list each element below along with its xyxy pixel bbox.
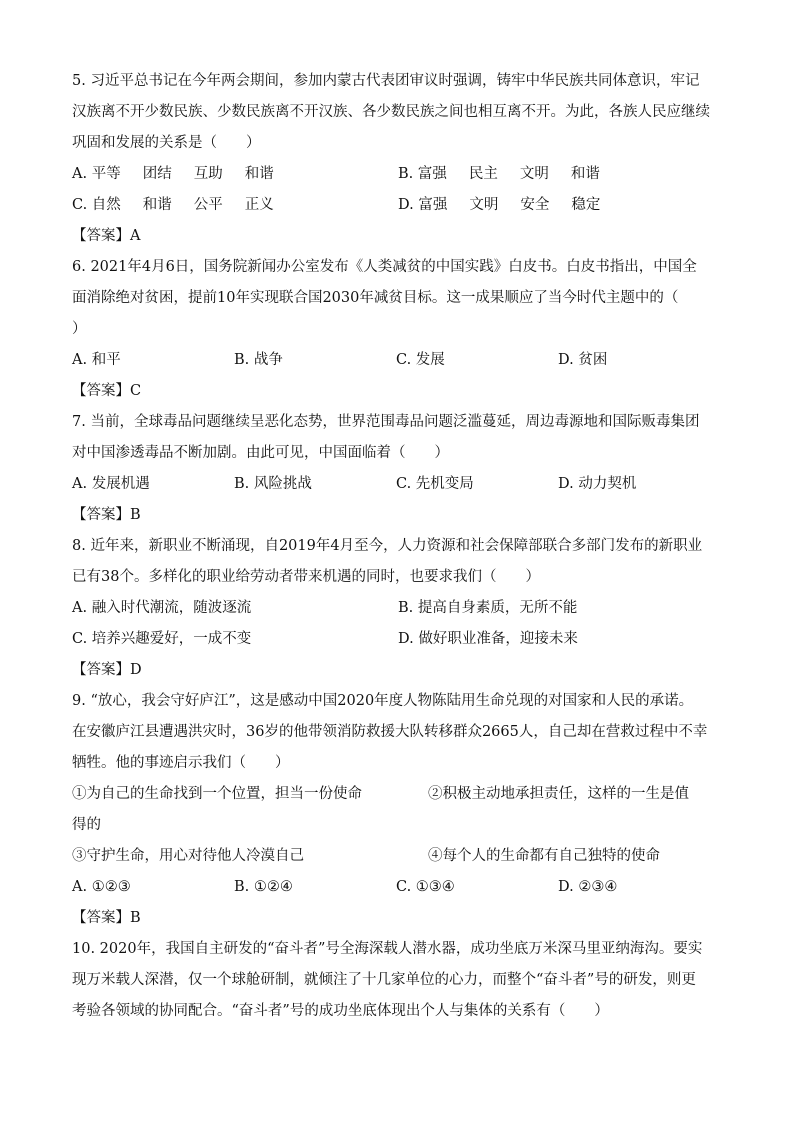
options-row (72, 190, 724, 221)
option-c: C. 先机变局 (396, 476, 474, 492)
question-text-line: 面消除绝对贫困，提前10年实现联合国2030年减贫目标。这一成果顺应了当今时代主题中的（ (72, 290, 679, 306)
answer-line: 【答案】C (72, 383, 142, 399)
option-d: D. ②③④ (558, 879, 618, 895)
option-a: A. 融入时代潮流，随波逐流 (72, 600, 252, 616)
question-text-line: 9. “放心，我会守好庐江”，这是感动中国2020年度人物陈陆用生命兑现的对国家和人民的承诺。 (72, 693, 694, 709)
options-row (72, 872, 724, 903)
statements-row (72, 779, 724, 810)
options-row (72, 159, 724, 190)
question-9 (72, 686, 724, 934)
options-row (72, 624, 724, 655)
option-d: D. 贫困 (558, 352, 608, 368)
option-a: A. 和平 (72, 352, 121, 368)
answer-line: 【答案】B (72, 910, 141, 926)
option-d: D. 富强 文明 安全 稳定 (398, 197, 601, 213)
question-text-line: 8. 近年来，新职业不断涌现，自2019年4月至今，人力资源和社会保障部联合多部门发布的新职业 (72, 538, 703, 554)
answer-line: 【答案】A (72, 228, 141, 244)
question-7 (72, 407, 724, 531)
option-c: C. 培养兴趣爱好，一成不变 (72, 631, 252, 647)
question-text-line: 5. 习近平总书记在今年两会期间，参加内蒙古代表团审议时强调，铸牢中华民族共同体意识，牢记 (72, 73, 700, 89)
question-text-line: 6. 2021年4月6日，国务院新闻办公室发布《人类减贫的中国实践》白皮书。白皮书指出，中国全 (72, 259, 697, 275)
question-text-line: 对中国渗透毒品不断加剧。由此可见，中国面临着（ ） (72, 445, 449, 461)
statement-3: ③守护生命，用心对待他人冷漠自己 (72, 848, 304, 864)
statements-row (72, 841, 724, 872)
question-text-line: ） (72, 321, 87, 337)
option-c: C. 发展 (396, 352, 445, 368)
statement-1: ①为自己的生命找到一个位置，担当一份使命 (72, 786, 362, 802)
statement-2-continued: 得的 (72, 817, 101, 833)
option-a: A. 平等 团结 互助 和谐 (72, 166, 274, 182)
answer-line: 【答案】D (72, 662, 142, 678)
option-d: D. 动力契机 (558, 476, 637, 492)
exam-page (72, 66, 724, 1027)
options-row (72, 345, 724, 376)
answer-line: 【答案】B (72, 507, 141, 523)
question-6 (72, 252, 724, 407)
question-text-line: 已有38个。多样化的职业给劳动者带来机遇的同时，也要求我们（ ） (72, 569, 540, 585)
question-10 (72, 934, 724, 1027)
option-c: C. ①③④ (396, 879, 455, 895)
options-row (72, 469, 724, 500)
options-row (72, 593, 724, 624)
question-text-line: 牺牲。他的事迹启示我们（ ） (72, 755, 290, 771)
question-text-line: 考验各领域的协同配合。“奋斗者”号的成功坐底体现出个人与集体的关系有（ ） (72, 1003, 609, 1019)
option-c: C. 自然 和谐 公平 正义 (72, 197, 274, 213)
option-b: B. ①②④ (234, 879, 293, 895)
statement-4: ④每个人的生命都有自己独特的使命 (428, 848, 660, 864)
option-b: B. 提高自身素质，无所不能 (398, 600, 578, 616)
option-a: A. ①②③ (72, 879, 131, 895)
question-text-line: 汉族离不开少数民族、少数民族离不开汉族、各少数民族之间也相互离不开。为此，各族人民应继续 (72, 104, 710, 120)
question-text-line: 巩固和发展的关系是（ ） (72, 135, 261, 151)
question-8 (72, 531, 724, 686)
statement-2: ②积极主动地承担责任，这样的一生是值 (428, 786, 689, 802)
option-d: D. 做好职业准备，迎接未来 (398, 631, 578, 647)
option-a: A. 发展机遇 (72, 476, 150, 492)
question-5 (72, 66, 724, 252)
option-b: B. 战争 (234, 352, 283, 368)
option-b: B. 富强 民主 文明 和谐 (398, 166, 600, 182)
question-text-line: 10. 2020年，我国自主研发的“奋斗者”号全海深载人潜水器，成功坐底万米深马里亚纳海沟。要实 (72, 941, 703, 957)
question-text-line: 在安徽庐江县遭遇洪灾时，36岁的他带领消防救援大队转移群众2665人，自己却在营救过程中不幸 (72, 724, 708, 740)
question-text-line: 7. 当前，全球毒品问题继续呈恶化态势，世界范围毒品问题泛滥蔓延，周边毒源地和国际贩毒集团 (72, 414, 700, 430)
question-text-line: 现万米载人深潜，仅一个球舱研制，就倾注了十几家单位的心力，而整个“奋斗者”号的研发，则更 (72, 972, 696, 988)
option-b: B. 风险挑战 (234, 476, 312, 492)
